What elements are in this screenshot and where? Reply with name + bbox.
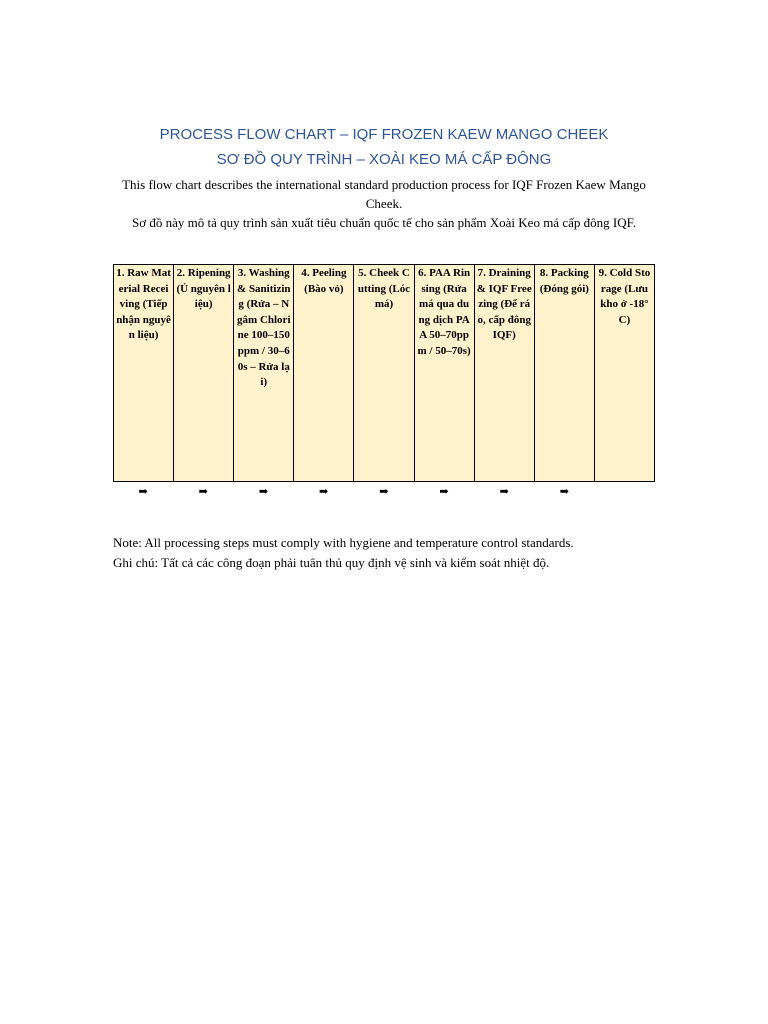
note-vi: Ghi chú: Tất cả các công đoạn phải tuân thủ quy định vệ sinh và kiểm soát nhiệt độ. [113,555,550,570]
arrow-right-icon: ➡ [559,486,570,498]
process-steps-row [114,265,655,482]
step-raw-material-receiving: 1. Raw Material Receiving (Tiếp nhận nguyên liệu) [114,265,174,482]
step-packing: 8. Packing (Đóng gói) [534,265,594,482]
arrow-right-icon: ➡ [379,486,389,498]
arrow-right-icon: ➡ [198,486,208,498]
arrow-right-icon: ➡ [439,486,449,498]
arrow-right-icon: ➡ [138,486,148,498]
arrow-right-icon: ➡ [319,486,329,498]
step-cheek-cutting: 5. Cheek Cutting (Lóc má) [354,265,414,482]
step-washing-sanitizing: 3. Washing & Sanitizing (Rửa – Ngâm Chlorine 100–150ppm / 30–60s – Rửa lại) [234,265,294,482]
description-vi: Sơ đồ này mô tả quy trình sản xuất tiêu chuẩn quốc tế cho sản phẩm Xoài Keo má cấp đông IQF. [131,215,637,230]
step-peeling: 4. Peeling (Bào vỏ) [294,265,354,482]
step-draining-iqf-freezing: 7. Draining & IQF Freezing (Để ráo, cấp đông IQF) [474,265,534,482]
description-en: This flow chart describes the international standard production process for IQF Frozen Kaew Mango Cheek. [122,177,646,211]
note-en: Note: All processing steps must comply with hygiene and temperature control standards. [113,535,574,550]
process-flow-table [113,264,655,482]
step-ripening: 2. Ripening (Ủ nguyên liệu) [174,265,234,482]
step-cold-storage: 9. Cold Storage (Lưu kho ở -18°C) [594,265,654,482]
step-paa-rinsing: 6. PAA Rinsing (Rửa má qua dung dịch PAA 50–70ppm / 50–70s) [414,265,474,482]
document-title-en: PROCESS FLOW CHART – IQF FROZEN KAEW MANGO CHEEK [159,126,609,143]
arrow-right-icon: ➡ [258,486,269,498]
document-title-vi: SƠ ĐỒ QUY TRÌNH – XOÀI KEO MÁ CẤP ĐÔNG [216,151,552,168]
flow-arrows-row [113,484,655,500]
arrow-right-icon: ➡ [499,486,509,498]
